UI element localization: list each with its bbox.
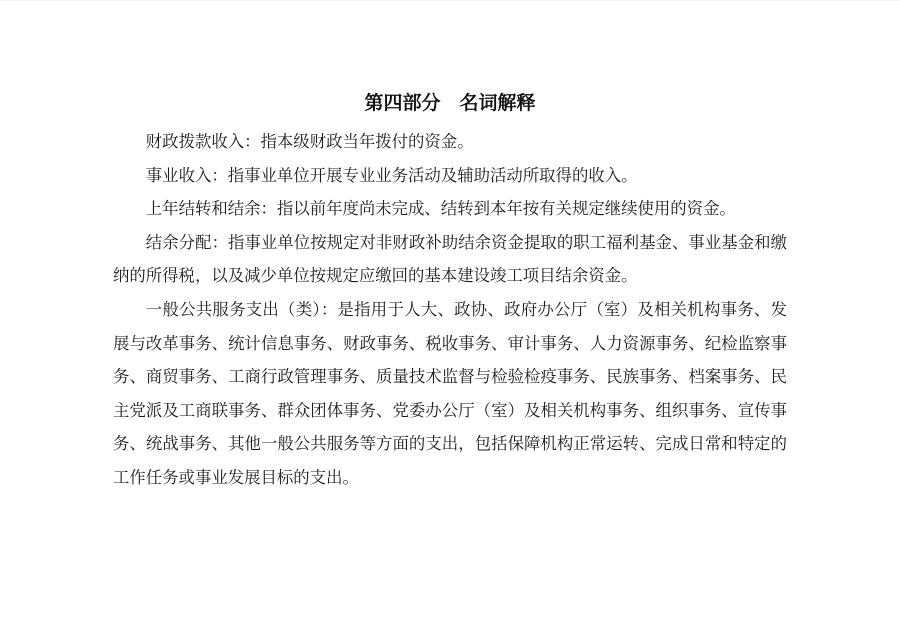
section-title: 第四部分 名词解释	[364, 93, 536, 114]
para-fiscal-appropriation-income: 财政拨款收入：指本级财政当年拨付的资金。	[145, 132, 474, 151]
document-body	[113, 125, 787, 495]
para-operational-income: 事业收入：指事业单位开展专业业务活动及辅助活动所取得的收入。	[145, 165, 638, 185]
para-general-public-services-expenditure: 一般公共服务支出（类）：是指用于人大、政协、政府办公厅（室）及相关机构事务、发展与改革事务、统计信息事务、财政事务、税收事务、审计事务、人力资源事务、纪检监察事务、商贸事务、工商行政管理事务、质量技术监督与检验检疫事务、民族事务、档案事务、民主党派及工商联事务、群众团体事务、党委办公厅（室）及相关机构事务、组织事务、宣传事务、统战事务、其他一般公共服务等方面的支出，包括保障机构正常运转、完成日常和特定的工作任务或事业发展目标的支出。	[113, 299, 787, 487]
para-surplus-distribution: 结余分配：指事业单位按规定对非财政补助结余资金提取的职工福利基金、事业基金和缴纳的所得税，以及减少单位按规定应缴回的基本建设竣工项目结余资金。	[113, 232, 787, 286]
para-prior-year-carryover-and-surplus: 上年结转和结余：指以前年度尚未完成、结转到本年按有关规定继续使用的资金。	[145, 199, 736, 219]
